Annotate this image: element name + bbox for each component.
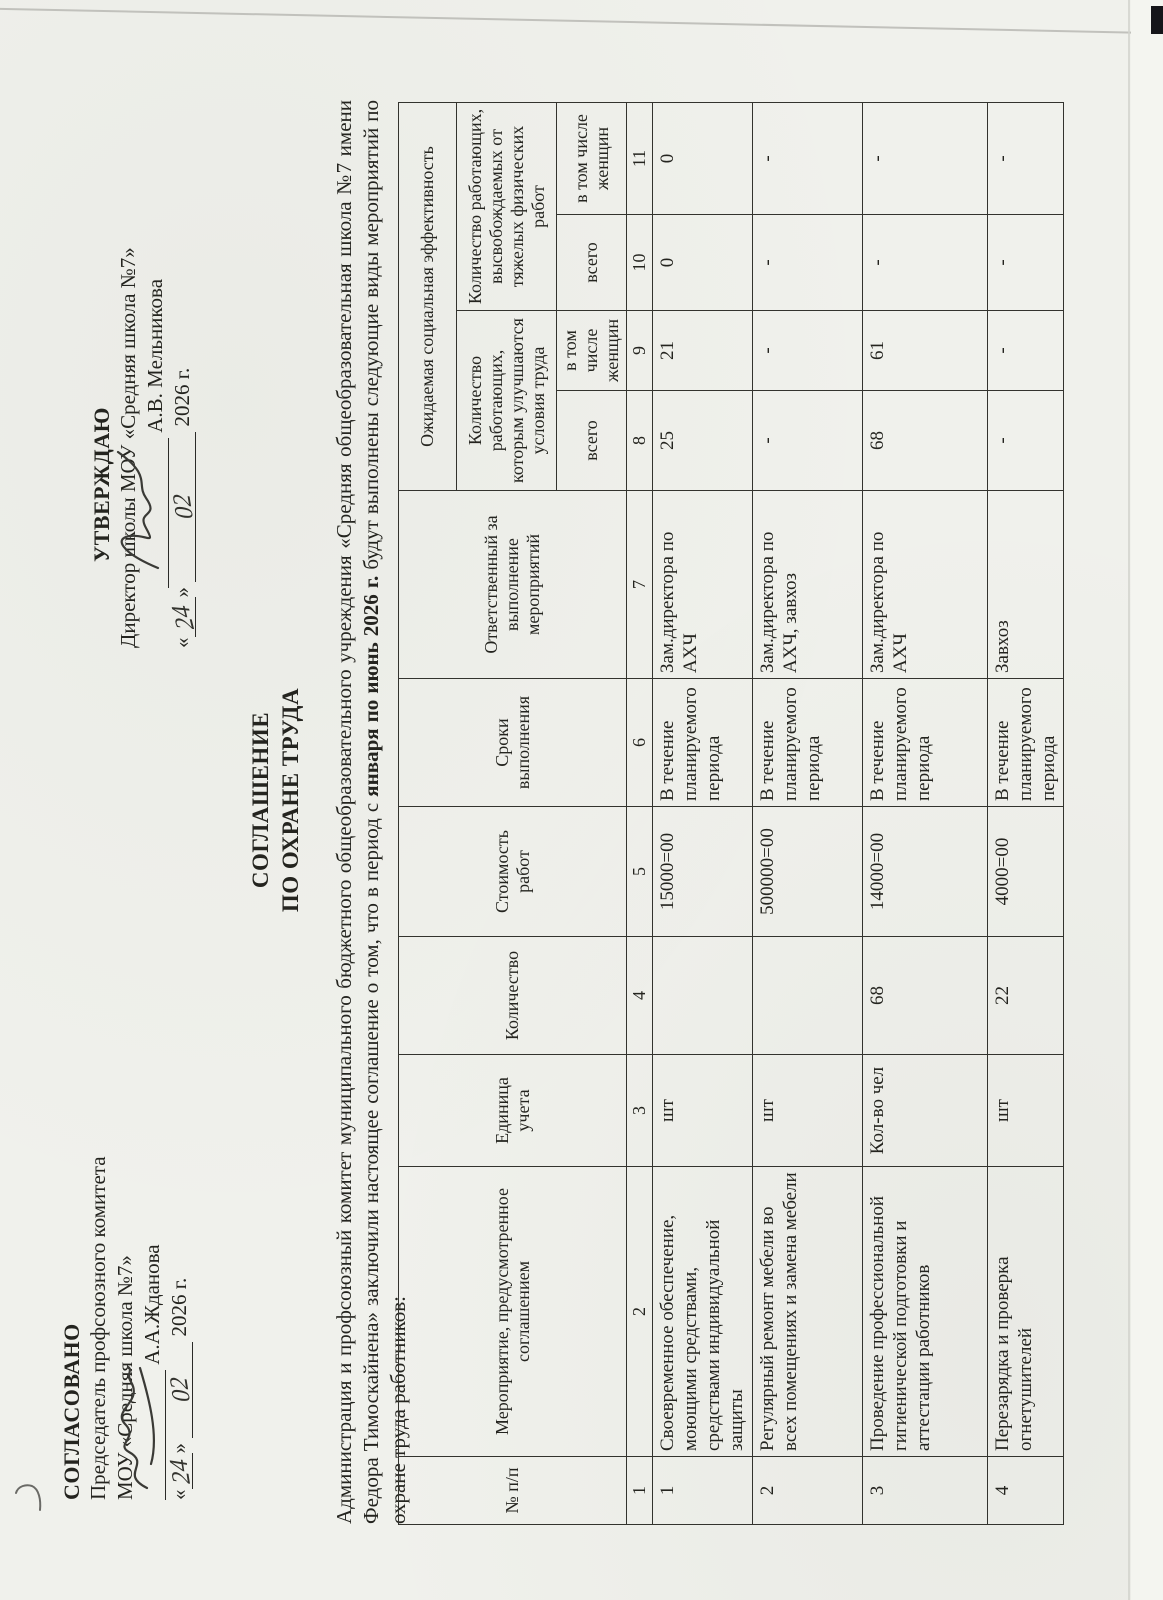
approved-date-year: 2026 г. [170, 367, 194, 427]
row3-resp: Зам.директора по АХЧ [863, 491, 988, 679]
row1-improved-total: 25 [653, 391, 753, 491]
colnum-10: 10 [627, 215, 653, 311]
row3-num: 3 [863, 1457, 988, 1525]
agreed-name: А.А.Жданова [140, 1244, 164, 1365]
approved-date-day-blank [166, 598, 201, 638]
row2-resp: Зам.директора по АХЧ, завхоз [753, 491, 863, 679]
pen-mark [10, 1478, 50, 1518]
header-no: № п/п [399, 1457, 627, 1525]
agreed-date-month-blank [164, 1342, 197, 1438]
director-signature [112, 442, 162, 582]
table-row [753, 102, 863, 1524]
row4-num: 4 [988, 1457, 1064, 1525]
header-improved-women: в том числе женщин [557, 311, 627, 391]
header-freed-total: всего [557, 215, 627, 311]
quote-close: » [170, 587, 194, 598]
approved-date-line [166, 247, 201, 648]
row3-measure: Проведение профессиональной гигиенической подготовки и аттестации работников [863, 1167, 988, 1457]
colnum-9: 9 [627, 311, 653, 391]
row3-term: В течение планируемого периода [863, 679, 988, 807]
row1-freed-total: 0 [653, 215, 753, 311]
quote-open: « [167, 1489, 191, 1500]
header-improved-total: всего [557, 391, 627, 491]
colnum-4: 4 [627, 937, 653, 1055]
row1-term: В течение планируемого периода [653, 679, 753, 807]
table-row [863, 102, 988, 1524]
row2-freed-total: - [753, 215, 863, 311]
row3-qty: 68 [863, 937, 988, 1055]
approved-signature-underline [146, 438, 169, 588]
row1-qty [653, 937, 753, 1055]
agreed-date-day: 24 [164, 1458, 197, 1485]
quote-close: » [167, 1443, 191, 1454]
row4-term: В течение планируемого периода [988, 679, 1064, 807]
row1-freed-women: 0 [653, 102, 753, 214]
intro-text-after: будут выполнены следующие виды мероприятий по охране труда работников: [359, 100, 410, 1524]
row3-improved-total: 68 [863, 391, 988, 491]
row1-resp: Зам.директора по АХЧ [653, 491, 753, 679]
header-unit: Единица учета [399, 1055, 627, 1167]
scan-page-edge-line [0, 7, 1163, 34]
row4-freed-women: - [988, 102, 1064, 214]
table-row [653, 102, 753, 1524]
row2-freed-women: - [753, 102, 863, 214]
row1-unit: шт [653, 1055, 753, 1167]
approved-name: А.В. Мельникова [143, 278, 167, 433]
agreed-block [58, 1156, 197, 1500]
row1-improved-women: 21 [653, 311, 753, 391]
agreed-date-year: 2026 г. [167, 1277, 191, 1337]
intro-text-bold: января по июнь 2026 г. [359, 575, 383, 797]
table-row [988, 102, 1064, 1524]
approved-signature-line [142, 247, 169, 588]
row3-freed-total: - [863, 215, 988, 311]
row4-measure: Перезарядка и проверка огнетушителей [988, 1167, 1064, 1457]
row2-cost: 500000=00 [753, 807, 863, 937]
colnum-6: 6 [627, 679, 653, 807]
document-title-line1: СОГЛАШЕНИЕ [248, 711, 273, 889]
row1-cost: 15000=00 [653, 807, 753, 937]
row2-improved-women: - [753, 311, 863, 391]
scan-margin-strip [1131, 0, 1163, 1600]
agreement-table [398, 102, 1064, 1525]
header-term: Сроки выполнения [399, 679, 627, 807]
header-freed: Количество работающих, высвобождаемых от тяжелых физических работ [457, 102, 557, 310]
row4-unit: шт [988, 1055, 1064, 1167]
row2-term: В течение планируемого периода [753, 679, 863, 807]
colnum-2: 2 [627, 1167, 653, 1457]
row1-measure: Своевременное обеспечение, моющими средствами, средствами индивидуальной защиты [653, 1167, 753, 1457]
quote-open: « [170, 637, 194, 648]
scan-fold-line [1128, 0, 1130, 1600]
colnum-1: 1 [627, 1457, 653, 1525]
scan-corner-mark [1151, 6, 1163, 34]
colnum-7: 7 [627, 491, 653, 679]
colnum-8: 8 [627, 391, 653, 491]
row2-qty [753, 937, 863, 1055]
approved-line-position: Директор школы МОУ «Средняя школа №7» [116, 247, 140, 648]
row4-resp: Завхоз [988, 491, 1064, 679]
agreed-line-org: МОУ «Средняя школа №7» [113, 1255, 137, 1500]
row4-improved-women: - [988, 311, 1064, 391]
intro-text-before: Администрация и профсоюзный комитет муниципального бюджетного общеобразовательного учреждения «Средняя общеобразовательная школа №7 имени Федора Тимоскайнена» заключили настоящее соглашение о том, что в период с [332, 100, 383, 1524]
agreed-signature-line [139, 1156, 166, 1500]
row4-cost: 4000=00 [988, 807, 1064, 937]
document-title [246, 0, 306, 1600]
agreed-signature-underline [143, 1370, 166, 1500]
column-numbering-row [627, 102, 653, 1524]
row2-num: 2 [753, 1457, 863, 1525]
agreed-date-day-blank [164, 1454, 197, 1490]
row2-unit: шт [753, 1055, 863, 1167]
document-title-line2: ПО ОХРАНЕ ТРУДА [278, 687, 303, 913]
approved-date-month: 02 [167, 494, 200, 520]
row3-improved-women: 61 [863, 311, 988, 391]
agreed-date-line [164, 1156, 197, 1500]
row3-unit: Кол-во чел [863, 1055, 988, 1167]
header-freed-women: в том числе женщин [557, 102, 627, 214]
row3-freed-women: - [863, 102, 988, 214]
row2-measure: Регулярный ремонт мебели во всех помещениях и замена мебели [753, 1167, 863, 1457]
approved-date-day: 24 [166, 604, 201, 631]
chairman-signature [109, 1364, 155, 1494]
row3-cost: 14000=00 [863, 807, 988, 937]
agreed-line-position: Председатель профсоюзного комитета [86, 1156, 110, 1500]
approved-title: УТВЕРЖДАЮ [89, 407, 114, 562]
header-improved: Количество работающих, которым улучшаются условия труда [457, 311, 557, 491]
agreed-title: СОГЛАСОВАНО [59, 1323, 84, 1500]
approved-block [88, 247, 201, 648]
row4-improved-total: - [988, 391, 1064, 491]
row4-qty: 22 [988, 937, 1064, 1055]
header-cost: Стоимость работ [399, 807, 627, 937]
row2-improved-total: - [753, 391, 863, 491]
header-qty: Количество [399, 937, 627, 1055]
header-effectiveness: Ожидаемая социальная эффективность [399, 102, 457, 490]
agreed-date-month: 02 [164, 1377, 197, 1403]
colnum-3: 3 [627, 1055, 653, 1167]
approved-date-month-blank [167, 432, 200, 582]
colnum-11: 11 [627, 102, 653, 214]
header-measure: Мероприятие, предусмотренное соглашением [399, 1167, 627, 1457]
header-resp: Ответственный за выполнение мероприятий [399, 491, 627, 679]
row1-num: 1 [653, 1457, 753, 1525]
colnum-5: 5 [627, 807, 653, 937]
row4-freed-total: - [988, 215, 1064, 311]
